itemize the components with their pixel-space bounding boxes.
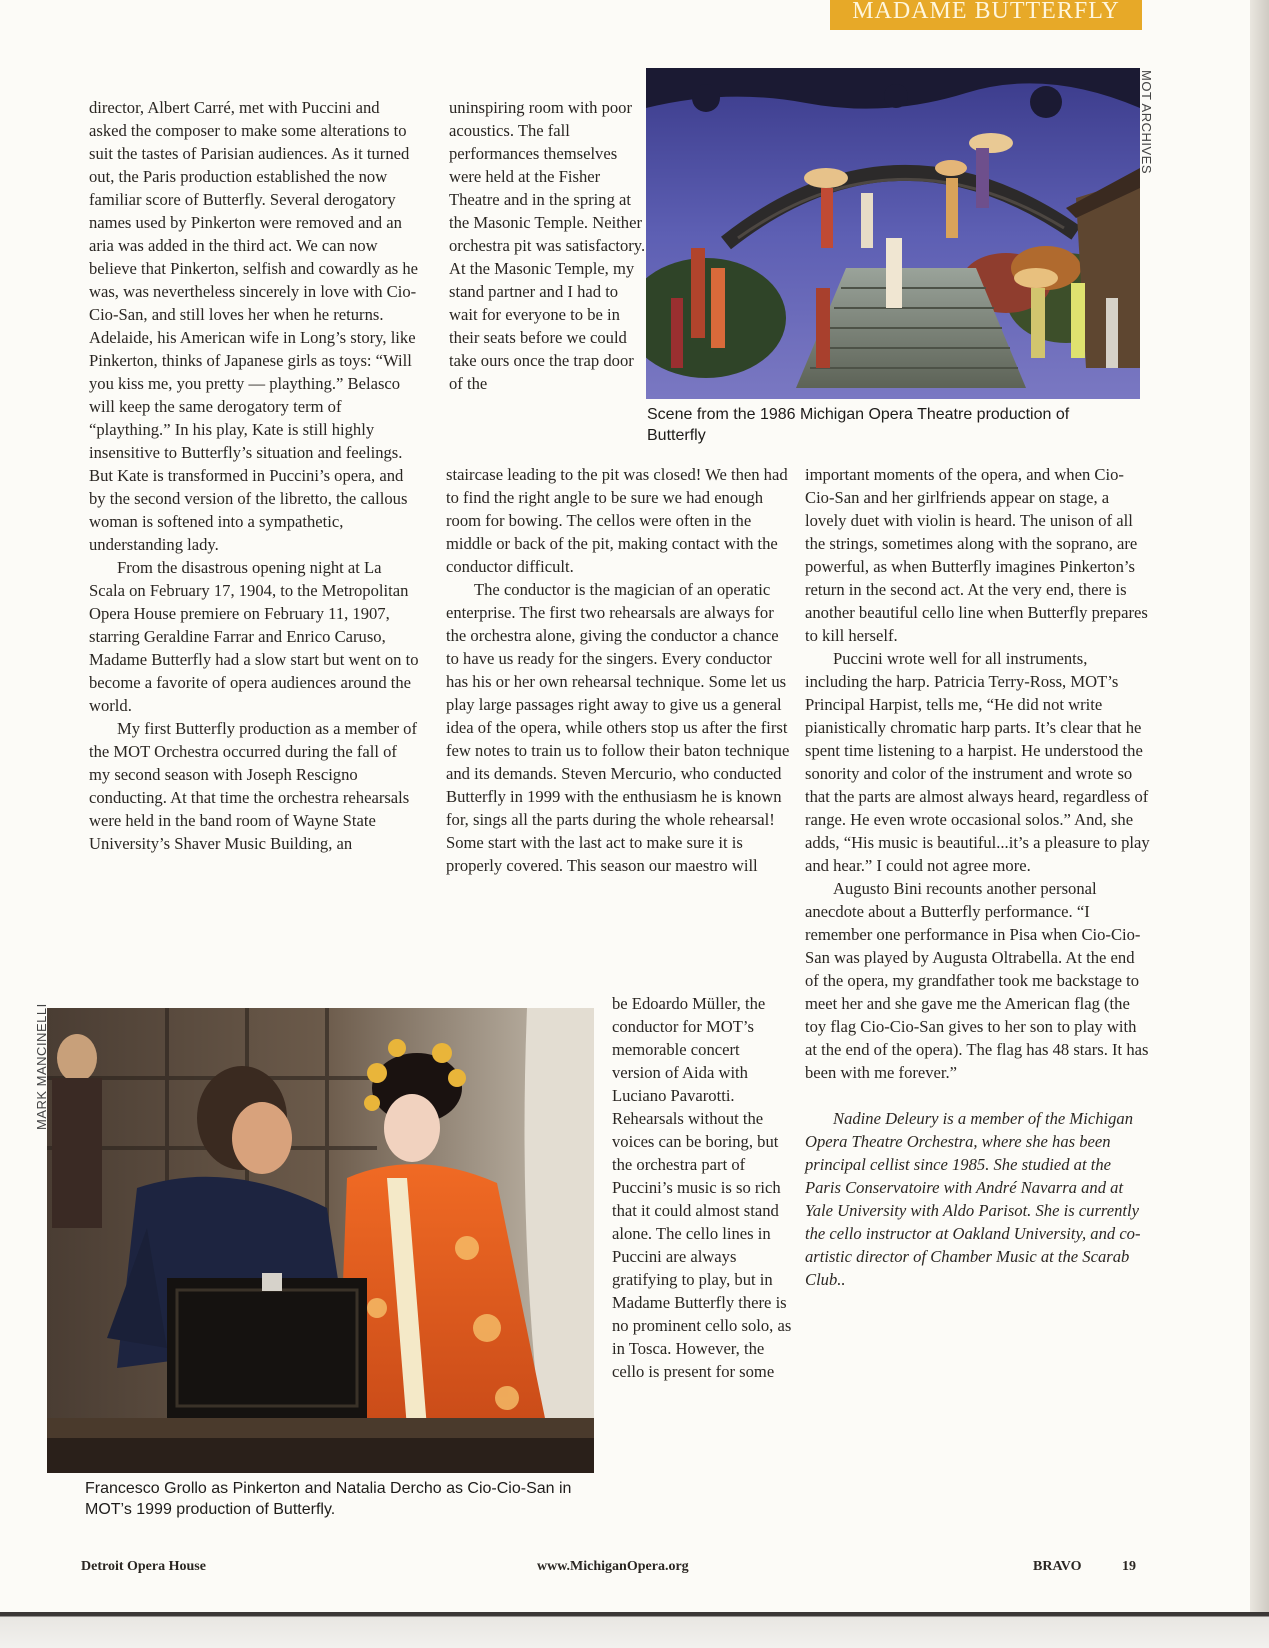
pinkerton-cio-cio-san-photo [47, 1008, 594, 1473]
author-bio: Nadine Deleury is a member of the Michigan Opera Theatre Orchestra, where she has been principal cellist since 1985. She studied at the Paris Conservatoire with André Navarra and at Yale University with Aldo Parisot. She is currently the cello instructor at Oakland University, and co-artistic director of Chamber Music at the Scarab Club.. [805, 1109, 1141, 1289]
paragraph: important moments of the opera, and when Cio-Cio-San and her girlfriends appear on stage, a lovely duet with violin is heard. The unison of all the strings, sometimes along with the soprano, are powerful, as when Butterfly imagines Pinkerton’s return in the second act. At the very end, there is another beautiful cello line when Butterfly prepares to kill herself. [805, 465, 1148, 645]
paragraph: Augusto Bini recounts another personal anecdote about a Butterfly performance. “I remember one performance in Pisa when Cio-Cio-San was played by Augusta Oltrabella. At the end of the opera, my grandfather took me backstage to meet her and she gave me the American flag (the toy flag Cio-Cio-San gives to her son to play with at the end of the opera). The flag has 48 stars. It has been with me forever.” [805, 879, 1149, 1082]
stage-scene-illustration [646, 68, 1140, 399]
article-column-1 [89, 96, 419, 855]
paragraph: My first Butterfly production as a member of the MOT Orchestra occurred during the fall of my second season with Joseph Rescigno conducting. At that time the orchestra rehearsals were held in the band room of Wayne State University’s Shaver Music Building, an [89, 719, 418, 853]
page-edge-shadow [1250, 0, 1269, 1648]
article-column-2 [446, 463, 791, 877]
footer-magazine-name: BRAVO [1033, 1559, 1082, 1574]
article-column-3 [805, 463, 1150, 1291]
stage-scene-photo [646, 68, 1140, 399]
page-number: 19 [1122, 1559, 1136, 1574]
photo-credit: MOT ARCHIVES [1139, 70, 1154, 175]
footer-website: www.MichiganOpera.org [537, 1559, 689, 1574]
article-column-2-bottom [612, 992, 792, 1383]
paragraph: The conductor is the magician of an operatic enterprise. The first two rehearsals are always for the orchestra alone, giving the conductor a chance to have us ready for the singers. Every conductor has his or her own rehearsal technique. Some let us play large passages right away to give us a general idea of the opera, while others stop us after the first few notes to train us to follow their baton technique and its demands. Steven Mercurio, who conducted Butterfly in 1999 with the enthusiasm he is known for, sings all the parts during the whole rehearsal! Some start with the last act to make sure it is properly covered. This season our maestro will [446, 580, 790, 875]
page-bottom-edge [0, 1612, 1269, 1648]
paragraph: From the disastrous opening night at La Scala on February 17, 1904, to the Metropolitan Opera House premiere on February 11, 1907, starring Geraldine Farrar and Enrico Caruso, Madame Butterfly had a slow start but went on to become a favorite of opera audiences around the world. [89, 558, 419, 715]
paragraph: staircase leading to the pit was closed! We then had to find the right angle to be sure we had enough room for bowing. The cellos were often in the middle or back of the pit, making contact with the conductor difficult. [446, 465, 788, 576]
section-header: MADAME BUTTERFLY [830, 0, 1142, 30]
article-column-2-top [449, 96, 649, 395]
paragraph: director, Albert Carré, met with Puccini and asked the composer to make some alterations to suit the tastes of Parisian audiences. As it turned out, the Paris production established the now familiar score of Butterfly. Several derogatory names used by Pinkerton were removed and an aria was added in the third act. We can now believe that Pinkerton, selfish and cowardly as he was, was nevertheless sincerely in love with Cio-Cio-San, and still loves her when he returns. Adelaide, his American wife in Long’s story, like Pinkerton, thinks of Japanese girls as toys: “Will you kiss me, you pretty — plaything.” Belasco will keep the same derogatory term of “plaything.” In his play, Kate is still highly insensitive to Butterfly’s situation and feelings. But Kate is transformed in Puccini’s opera, and by the second version of the libretto, the callous woman is softened into a sympathetic, understanding lady. [89, 98, 419, 554]
opera-duet-illustration [47, 1008, 594, 1473]
photo-credit: MARK MANCINELLI [34, 1003, 49, 1130]
paragraph: uninspiring room with poor acoustics. The fall performances themselves were held at the Fisher Theatre and in the spring at the Masonic Temple. Neither orchestra pit was satisfactory. At the Masonic Temple, my stand partner and I had to wait for everyone to be in their seats before we could take ours once the trap door of the [449, 98, 646, 393]
photo-caption: Francesco Grollo as Pinkerton and Natalia Dercho as Cio-Cio-San in MOT’s 1999 production of Butterfly. [85, 1480, 572, 1518]
photo-caption: Scene from the 1986 Michigan Opera Theatre production of Butterfly [647, 406, 1070, 444]
paragraph: Puccini wrote well for all instruments, including the harp. Patricia Terry-Ross, MOT’s Principal Harpist, tells me, “He did not write pianistically chromatic harp parts. It’s clear that he spent time listening to a harpist. He understood the sonority and color of the instrument and wrote so that the parts are almost always heard, regardless of range. He even wrote occasional solos.” And, she adds, “His music is beautiful...it’s a pleasure to play and hear.” I could not agree more. [805, 649, 1150, 875]
footer-venue: Detroit Opera House [81, 1559, 206, 1574]
paragraph: be Edoardo Müller, the conductor for MOT’s memorable concert version of Aida with Luciano Pavarotti. Rehearsals without the voices can be boring, but the orchestra part of Puccini’s music is so rich that it could almost stand alone. The cello lines in Puccini are always gratifying to play, but in Madame Butterfly there is no prominent cello solo, as in Tosca. However, the cello is present for some [612, 994, 792, 1381]
